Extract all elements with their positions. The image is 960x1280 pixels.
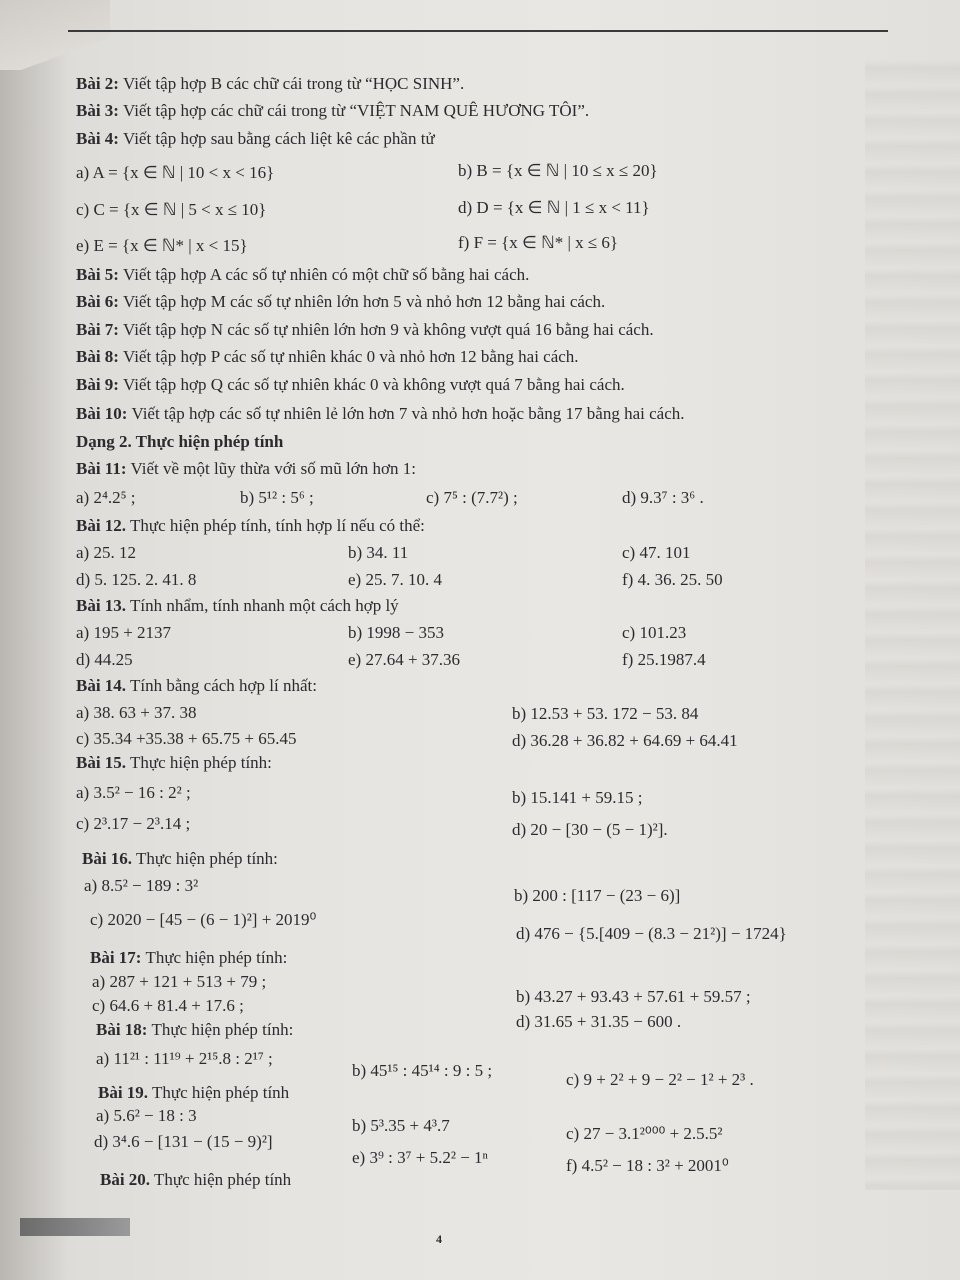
exercise-5: Bài 5: Viết tập hợp A các số tự nhiên có một chữ số bằng hai cách.: [76, 265, 530, 284]
exercise-4: Bài 4: Viết tập hợp sau bằng cách liệt kê các phần tử: [76, 129, 435, 148]
exercise-4-d: d) D = {x ∈ ℕ | 1 ≤ x < 11}: [458, 198, 650, 217]
exercise-17-b: b) 43.27 + 93.43 + 57.61 + 59.57 ;: [516, 987, 751, 1006]
exercise-18-c: c) 9 + 2² + 9 − 2² − 1² + 2³ .: [566, 1070, 754, 1089]
exercise-15: Bài 15. Thực hiện phép tính:: [76, 753, 272, 772]
exercise-14-d: d) 36.28 + 36.82 + 64.69 + 64.41: [512, 731, 738, 750]
exercise-15-d: d) 20 − [30 − (5 − 1)²].: [512, 820, 668, 839]
exercise-2: Bài 2: Viết tập hợp B các chữ cái trong từ “HỌC SINH”.: [76, 74, 465, 93]
exercise-13-a: a) 195 + 2137: [76, 623, 172, 642]
exercise-16-c: c) 2020 − [45 − (6 − 1)²] + 2019⁰: [90, 910, 317, 929]
header-rule: [68, 30, 888, 32]
exercise-16-b: b) 200 : [117 − (23 − 6)]: [514, 886, 681, 905]
exercise-11-c: c) 7⁵ : (7.7²) ;: [426, 488, 518, 507]
exercise-4-f: f) F = {x ∈ ℕ* | x ≤ 6}: [458, 233, 619, 252]
exercise-4-a: a) A = {x ∈ ℕ | 10 < x < 16}: [76, 163, 275, 182]
exercise-12-a: a) 25. 12: [76, 543, 136, 562]
exercise-13-f: f) 25.1987.4: [622, 650, 706, 669]
exercise-12-d: d) 5. 125. 2. 41. 8: [76, 570, 197, 589]
exercise-12-b: b) 34. 11: [348, 543, 409, 562]
exercise-15-b: b) 15.141 + 59.15 ;: [512, 788, 643, 807]
exercise-7: Bài 7: Viết tập hợp N các số tự nhiên lớn hơn 9 và không vượt quá 16 bằng hai cách.: [76, 320, 654, 339]
exercise-13: Bài 13. Tính nhẩm, tính nhanh một cách hợp lý: [76, 596, 399, 615]
exercise-3: Bài 3: Viết tập hợp các chữ cái trong từ “VIỆT NAM QUÊ HƯƠNG TÔI”.: [76, 101, 590, 120]
exercise-4-c: c) C = {x ∈ ℕ | 5 < x ≤ 10}: [76, 200, 267, 219]
exercise-9: Bài 9: Viết tập hợp Q các số tự nhiên khác 0 và không vượt quá 7 bằng hai cách.: [76, 375, 625, 394]
exercise-14: Bài 14. Tính bằng cách hợp lí nhất:: [76, 676, 317, 695]
exercise-18-a: a) 11²¹ : 11¹⁹ + 2¹⁵.8 : 2¹⁷ ;: [96, 1049, 273, 1068]
exercise-19-d: d) 3⁴.6 − [131 − (15 − 9)²]: [94, 1132, 273, 1151]
page-number: 4: [436, 1232, 442, 1246]
exercise-13-c: c) 101.23: [622, 623, 687, 642]
exercise-16: Bài 16. Thực hiện phép tính:: [82, 849, 278, 868]
exercise-15-a: a) 3.5² − 16 : 2² ;: [76, 783, 191, 802]
exercise-18: Bài 18: Thực hiện phép tính:: [96, 1020, 294, 1039]
exercise-19-a: a) 5.6² − 18 : 3: [96, 1106, 197, 1125]
exercise-19-f: f) 4.5² − 18 : 3² + 2001⁰: [566, 1156, 729, 1175]
footer-bar: [20, 1218, 130, 1236]
exercise-17: Bài 17: Thực hiện phép tính:: [90, 948, 288, 967]
exercise-19-c: c) 27 − 3.1²⁰⁰⁰ + 2.5.5²: [566, 1124, 723, 1143]
exercise-15-c: c) 2³.17 − 2³.14 ;: [76, 814, 191, 833]
exercise-4-e: e) E = {x ∈ ℕ* | x < 15}: [76, 236, 248, 255]
exercise-19: Bài 19. Thực hiện phép tính: [98, 1083, 290, 1102]
exercise-17-c: c) 64.6 + 81.4 + 17.6 ;: [92, 996, 244, 1015]
exercise-16-d: d) 476 − {5.[409 − (8.3 − 21²)] − 1724}: [516, 924, 787, 943]
exercise-17-d: d) 31.65 + 31.35 − 600 .: [516, 1012, 682, 1031]
section-heading: Dạng 2. Thực hiện phép tính: [76, 432, 284, 451]
exercise-13-e: e) 27.64 + 37.36: [348, 650, 461, 669]
exercise-12-e: e) 25. 7. 10. 4: [348, 570, 442, 589]
exercise-19-e: e) 3⁹ : 3⁷ + 5.2² − 1ⁿ: [352, 1148, 488, 1167]
exercise-4-b: b) B = {x ∈ ℕ | 10 ≤ x ≤ 20}: [458, 161, 658, 180]
exercise-14-a: a) 38. 63 + 37. 38: [76, 703, 197, 722]
exercise-14-c: c) 35.34 +35.38 + 65.75 + 65.45: [76, 729, 297, 748]
exercise-12-f: f) 4. 36. 25. 50: [622, 570, 723, 589]
exercise-17-a: a) 287 + 121 + 513 + 79 ;: [92, 972, 267, 991]
exercise-11-b: b) 5¹² : 5⁶ ;: [240, 488, 314, 507]
show-through-text: [865, 60, 960, 1190]
exercise-20: Bài 20. Thực hiện phép tính: [100, 1170, 292, 1189]
exercise-12-c: c) 47. 101: [622, 543, 691, 562]
page-shadow: [0, 0, 70, 1280]
exercise-11-a: a) 2⁴.2⁵ ;: [76, 488, 136, 507]
exercise-8: Bài 8: Viết tập hợp P các số tự nhiên khác 0 và nhỏ hơn 12 bằng hai cách.: [76, 347, 579, 366]
exercise-12: Bài 12. Thực hiện phép tính, tính hợp lí nếu có thể:: [76, 516, 425, 535]
exercise-13-d: d) 44.25: [76, 650, 133, 669]
exercise-11: Bài 11: Viết về một lũy thừa với số mũ lớn hơn 1:: [76, 459, 416, 478]
exercise-14-b: b) 12.53 + 53. 172 − 53. 84: [512, 704, 699, 723]
exercise-11-d: d) 9.3⁷ : 3⁶ .: [622, 488, 704, 507]
exercise-19-b: b) 5³.35 + 4³.7: [352, 1116, 450, 1135]
exercise-13-b: b) 1998 − 353: [348, 623, 444, 642]
exercise-10: Bài 10: Viết tập hợp các số tự nhiên lẻ lớn hơn 7 và nhỏ hơn hoặc bằng 17 bằng hai cách.: [76, 404, 685, 423]
exercise-6: Bài 6: Viết tập hợp M các số tự nhiên lớn hơn 5 và nhỏ hơn 12 bằng hai cách.: [76, 292, 606, 311]
exercise-16-a: a) 8.5² − 189 : 3²: [84, 876, 199, 895]
exercise-18-b: b) 45¹⁵ : 45¹⁴ : 9 : 5 ;: [352, 1061, 493, 1080]
page-curl: [0, 0, 110, 70]
